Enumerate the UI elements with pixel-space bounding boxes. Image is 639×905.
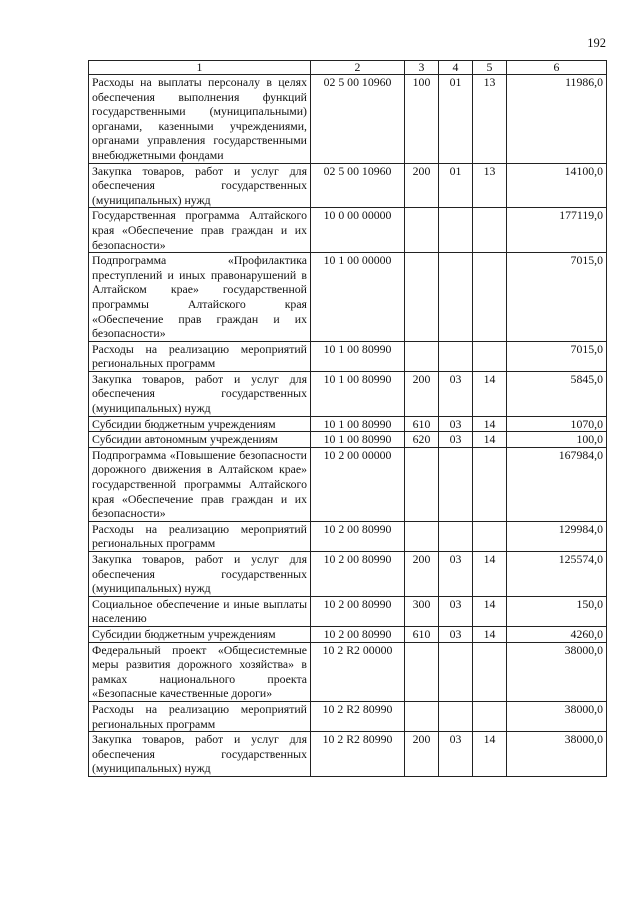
target-article-code-cell: 10 2 00 00000 <box>311 447 405 521</box>
table-row <box>89 416 607 432</box>
subsection-code-cell <box>473 447 507 521</box>
table-row <box>89 642 607 701</box>
target-article-code-cell: 10 1 00 80990 <box>311 432 405 448</box>
amount-cell: 125574,0 <box>507 552 607 597</box>
table-row <box>89 521 607 551</box>
section-code-cell: 03 <box>439 596 473 626</box>
column-header-2: 2 <box>311 61 405 75</box>
section-code-cell: 03 <box>439 416 473 432</box>
expenditure-name-cell: Субсидии бюджетным учреждениям <box>89 416 311 432</box>
section-code-cell: 03 <box>439 732 473 777</box>
amount-cell: 167984,0 <box>507 447 607 521</box>
subsection-code-cell: 14 <box>473 371 507 416</box>
expense-type-code-cell: 200 <box>405 732 439 777</box>
expense-type-code-cell: 100 <box>405 75 439 164</box>
amount-cell: 1070,0 <box>507 416 607 432</box>
column-header-1: 1 <box>89 61 311 75</box>
expense-type-code-cell <box>405 253 439 342</box>
amount-cell: 7015,0 <box>507 253 607 342</box>
expenditure-name-cell: Закупка товаров, работ и услуг для обеспечения государственных (муниципальных) нужд <box>89 552 311 597</box>
expenditure-name-cell: Федеральный проект «Общесистемные меры развития дорожного хозяйства» в рамках национального проекта «Безопасные качественные дороги» <box>89 642 311 701</box>
header-row <box>89 61 607 75</box>
section-code-cell: 03 <box>439 552 473 597</box>
expenditure-name-cell: Расходы на реализацию мероприятий региональных программ <box>89 521 311 551</box>
subsection-code-cell: 14 <box>473 416 507 432</box>
table-row <box>89 208 607 253</box>
section-code-cell: 01 <box>439 163 473 208</box>
subsection-code-cell: 14 <box>473 732 507 777</box>
target-article-code-cell: 10 1 00 80990 <box>311 371 405 416</box>
expense-type-code-cell: 200 <box>405 163 439 208</box>
table-body <box>89 75 607 777</box>
table-row <box>89 447 607 521</box>
column-header-5: 5 <box>473 61 507 75</box>
target-article-code-cell: 10 2 R2 00000 <box>311 642 405 701</box>
table-row <box>89 163 607 208</box>
section-code-cell: 03 <box>439 432 473 448</box>
column-header-3: 3 <box>405 61 439 75</box>
budget-table <box>88 60 607 777</box>
table-row <box>89 596 607 626</box>
table-row <box>89 552 607 597</box>
subsection-code-cell <box>473 521 507 551</box>
amount-cell: 38000,0 <box>507 732 607 777</box>
page-number: 192 <box>587 36 606 50</box>
table-row <box>89 371 607 416</box>
expenditure-name-cell: Расходы на реализацию мероприятий региональных программ <box>89 341 311 371</box>
subsection-code-cell: 14 <box>473 432 507 448</box>
table-row <box>89 626 607 642</box>
amount-cell: 7015,0 <box>507 341 607 371</box>
expenditure-name-cell: Подпрограмма «Повышение безопасности дорожного движения в Алтайском крае» государственной программы Алтайского края «Обеспечение прав граждан и их безопасности» <box>89 447 311 521</box>
expense-type-code-cell: 200 <box>405 552 439 597</box>
target-article-code-cell: 10 2 00 80990 <box>311 596 405 626</box>
subsection-code-cell <box>473 253 507 342</box>
amount-cell: 177119,0 <box>507 208 607 253</box>
target-article-code-cell: 10 2 00 80990 <box>311 552 405 597</box>
subsection-code-cell <box>473 642 507 701</box>
expenditure-name-cell: Расходы на выплаты персоналу в целях обеспечения выполнения функций государственными (муниципальными) органами, казенными учреждениями, органами управления государственными внебюджетными фондами <box>89 75 311 164</box>
target-article-code-cell: 02 5 00 10960 <box>311 75 405 164</box>
expense-type-code-cell: 620 <box>405 432 439 448</box>
column-header-4: 4 <box>439 61 473 75</box>
section-code-cell <box>439 521 473 551</box>
table-row <box>89 75 607 164</box>
section-code-cell <box>439 701 473 731</box>
expenditure-name-cell: Закупка товаров, работ и услуг для обеспечения государственных (муниципальных) нужд <box>89 163 311 208</box>
expenditure-name-cell: Закупка товаров, работ и услуг для обеспечения государственных (муниципальных) нужд <box>89 732 311 777</box>
expenditure-name-cell: Социальное обеспечение и иные выплаты населению <box>89 596 311 626</box>
subsection-code-cell: 14 <box>473 552 507 597</box>
subsection-code-cell <box>473 341 507 371</box>
target-article-code-cell: 10 2 R2 80990 <box>311 732 405 777</box>
section-code-cell: 03 <box>439 371 473 416</box>
expense-type-code-cell: 610 <box>405 626 439 642</box>
section-code-cell <box>439 253 473 342</box>
amount-cell: 150,0 <box>507 596 607 626</box>
amount-cell: 100,0 <box>507 432 607 448</box>
target-article-code-cell: 10 2 00 80990 <box>311 521 405 551</box>
section-code-cell <box>439 642 473 701</box>
amount-cell: 14100,0 <box>507 163 607 208</box>
expenditure-name-cell: Расходы на реализацию мероприятий региональных программ <box>89 701 311 731</box>
target-article-code-cell: 10 1 00 00000 <box>311 253 405 342</box>
expenditure-name-cell: Субсидии автономным учреждениям <box>89 432 311 448</box>
table-header <box>89 61 607 75</box>
expense-type-code-cell <box>405 208 439 253</box>
section-code-cell: 01 <box>439 75 473 164</box>
amount-cell: 5845,0 <box>507 371 607 416</box>
subsection-code-cell: 13 <box>473 75 507 164</box>
section-code-cell: 03 <box>439 626 473 642</box>
expense-type-code-cell <box>405 701 439 731</box>
expense-type-code-cell: 610 <box>405 416 439 432</box>
subsection-code-cell <box>473 208 507 253</box>
subsection-code-cell: 13 <box>473 163 507 208</box>
expense-type-code-cell: 200 <box>405 371 439 416</box>
expense-type-code-cell: 300 <box>405 596 439 626</box>
expense-type-code-cell <box>405 642 439 701</box>
target-article-code-cell: 10 1 00 80990 <box>311 416 405 432</box>
expenditure-name-cell: Субсидии бюджетным учреждениям <box>89 626 311 642</box>
table-row <box>89 701 607 731</box>
amount-cell: 4260,0 <box>507 626 607 642</box>
section-code-cell <box>439 208 473 253</box>
section-code-cell <box>439 447 473 521</box>
amount-cell: 129984,0 <box>507 521 607 551</box>
table-row <box>89 341 607 371</box>
expenditure-name-cell: Государственная программа Алтайского края «Обеспечение прав граждан и их безопасности» <box>89 208 311 253</box>
target-article-code-cell: 10 2 00 80990 <box>311 626 405 642</box>
column-header-6: 6 <box>507 61 607 75</box>
amount-cell: 38000,0 <box>507 642 607 701</box>
target-article-code-cell: 02 5 00 10960 <box>311 163 405 208</box>
table-row <box>89 253 607 342</box>
expense-type-code-cell <box>405 521 439 551</box>
expenditure-name-cell: Подпрограмма «Профилактика преступлений и иных правонарушений в Алтайском крае» государственной программы Алтайского края «Обеспечение прав граждан и их безопасности» <box>89 253 311 342</box>
amount-cell: 11986,0 <box>507 75 607 164</box>
subsection-code-cell <box>473 701 507 731</box>
section-code-cell <box>439 341 473 371</box>
target-article-code-cell: 10 2 R2 80990 <box>311 701 405 731</box>
table-row <box>89 732 607 777</box>
table-row <box>89 432 607 448</box>
subsection-code-cell: 14 <box>473 596 507 626</box>
expenditure-name-cell: Закупка товаров, работ и услуг для обеспечения государственных (муниципальных) нужд <box>89 371 311 416</box>
subsection-code-cell: 14 <box>473 626 507 642</box>
target-article-code-cell: 10 0 00 00000 <box>311 208 405 253</box>
target-article-code-cell: 10 1 00 80990 <box>311 341 405 371</box>
amount-cell: 38000,0 <box>507 701 607 731</box>
expense-type-code-cell <box>405 447 439 521</box>
expense-type-code-cell <box>405 341 439 371</box>
